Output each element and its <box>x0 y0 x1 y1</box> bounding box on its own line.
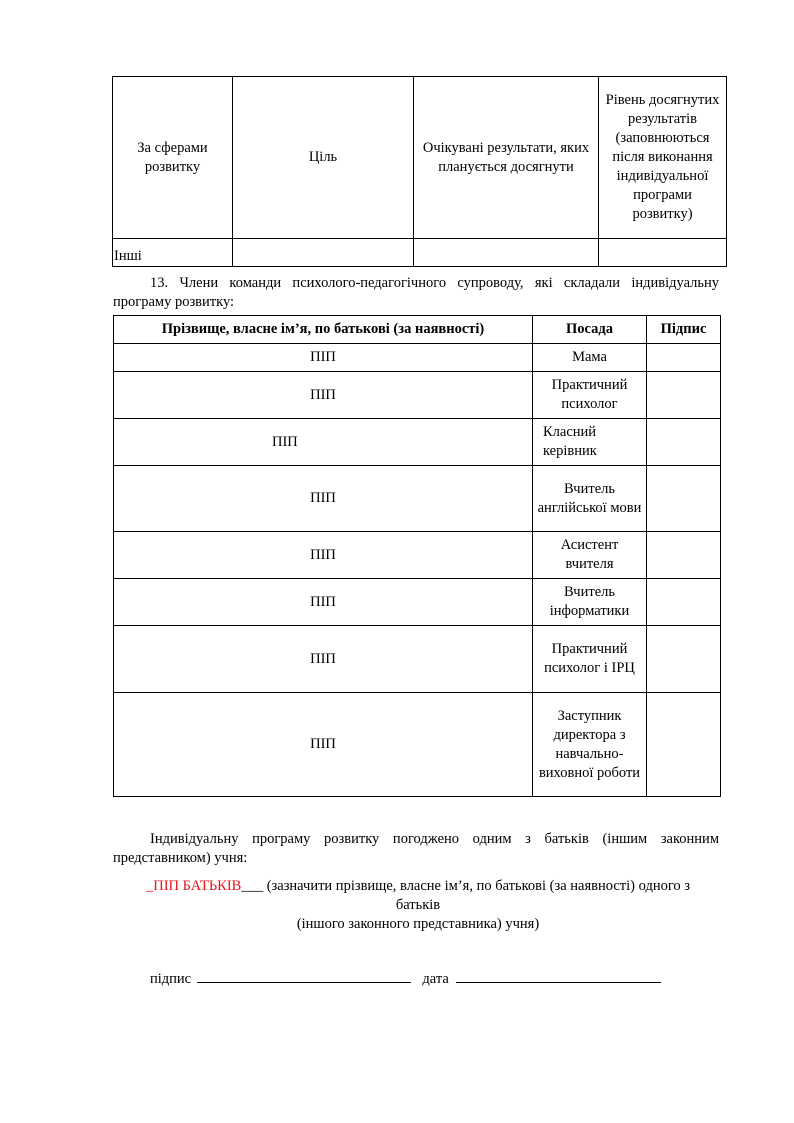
signature-field[interactable] <box>197 970 411 983</box>
goals-header-level: Рівень досягнутих результатів (заповнюються після виконання індивідуальної програми розвитку) <box>599 77 727 239</box>
goals-cell[interactable] <box>414 239 599 267</box>
table-row <box>114 626 721 693</box>
member-position: Вчитель англійської мови <box>533 466 647 532</box>
team-header-row <box>114 316 721 344</box>
parent-instruction: ___ (зазначити прізвище, власне ім’я, по батькові (за наявності) одного з <box>241 878 691 894</box>
member-name: ПІП <box>114 466 533 532</box>
date-field[interactable] <box>456 970 661 983</box>
team-table <box>113 315 721 797</box>
member-name: ПІП <box>114 344 533 372</box>
member-position: Мама <box>533 344 647 372</box>
member-name: ПІП <box>114 579 533 626</box>
member-position: Вчитель інформатики <box>533 579 647 626</box>
table-row <box>114 532 721 579</box>
signature-line <box>150 970 661 989</box>
goals-header-expected: Очікувані результати, яких планується досягнути <box>414 77 599 239</box>
member-position: Заступник директора з навчально-виховної роботи <box>533 693 647 797</box>
member-signature[interactable] <box>647 372 721 419</box>
parent-line-3: (іншого законного представника) учня) <box>296 916 540 932</box>
member-signature[interactable] <box>647 693 721 797</box>
member-signature[interactable] <box>647 419 721 466</box>
member-name: ПІП <box>114 693 533 797</box>
member-position: Практичний психолог <box>533 372 647 419</box>
member-name: ПІП <box>114 372 533 419</box>
member-name: ПІП <box>114 419 533 466</box>
member-name: ПІП <box>114 626 533 693</box>
section-13-number: 13. <box>150 275 169 291</box>
goals-row-other <box>113 239 727 267</box>
parent-line-main <box>113 877 723 896</box>
member-name: ПІП <box>114 532 533 579</box>
member-signature[interactable] <box>647 532 721 579</box>
goals-header-row <box>113 77 727 239</box>
member-signature[interactable] <box>647 344 721 372</box>
section-13 <box>113 274 719 312</box>
member-signature[interactable] <box>647 579 721 626</box>
member-position: Асистент вчителя <box>533 532 647 579</box>
goals-cell[interactable] <box>233 239 414 267</box>
parent-line-2: батьків <box>395 897 441 913</box>
signature-label: підпис <box>150 971 192 987</box>
team-header-position: Посада <box>533 316 647 344</box>
parent-name[interactable]: ПІП БАТЬКІВ <box>153 878 242 894</box>
agreement-text: Індивідуальну програму розвитку погоджено одним з батьків (іншим законним представником) учня: <box>113 831 719 866</box>
goals-row-label: Інші <box>113 239 233 267</box>
table-row <box>114 466 721 532</box>
goals-header-goal: Ціль <box>233 77 414 239</box>
table-row <box>114 344 721 372</box>
member-position: Класний керівник <box>533 419 647 466</box>
table-row <box>114 693 721 797</box>
table-row <box>114 579 721 626</box>
table-row <box>114 372 721 419</box>
parent-line <box>113 877 723 934</box>
goals-header-sphere: За сферами розвитку <box>113 77 233 239</box>
team-header-name: Прізвище, власне ім’я, по батькові (за наявності) <box>114 316 533 344</box>
section-13-text: Члени команди психолого-педагогічного супроводу, які складали індивідуальну програму розвитку: <box>113 275 720 310</box>
member-signature[interactable] <box>647 626 721 693</box>
goals-table <box>112 76 727 267</box>
member-position: Практичний психолог і ІРЦ <box>533 626 647 693</box>
date-label: дата <box>422 971 449 987</box>
team-header-signature: Підпис <box>647 316 721 344</box>
parent-prefix: _ <box>145 878 154 894</box>
goals-cell[interactable] <box>599 239 727 267</box>
table-row <box>114 419 721 466</box>
member-signature[interactable] <box>647 466 721 532</box>
